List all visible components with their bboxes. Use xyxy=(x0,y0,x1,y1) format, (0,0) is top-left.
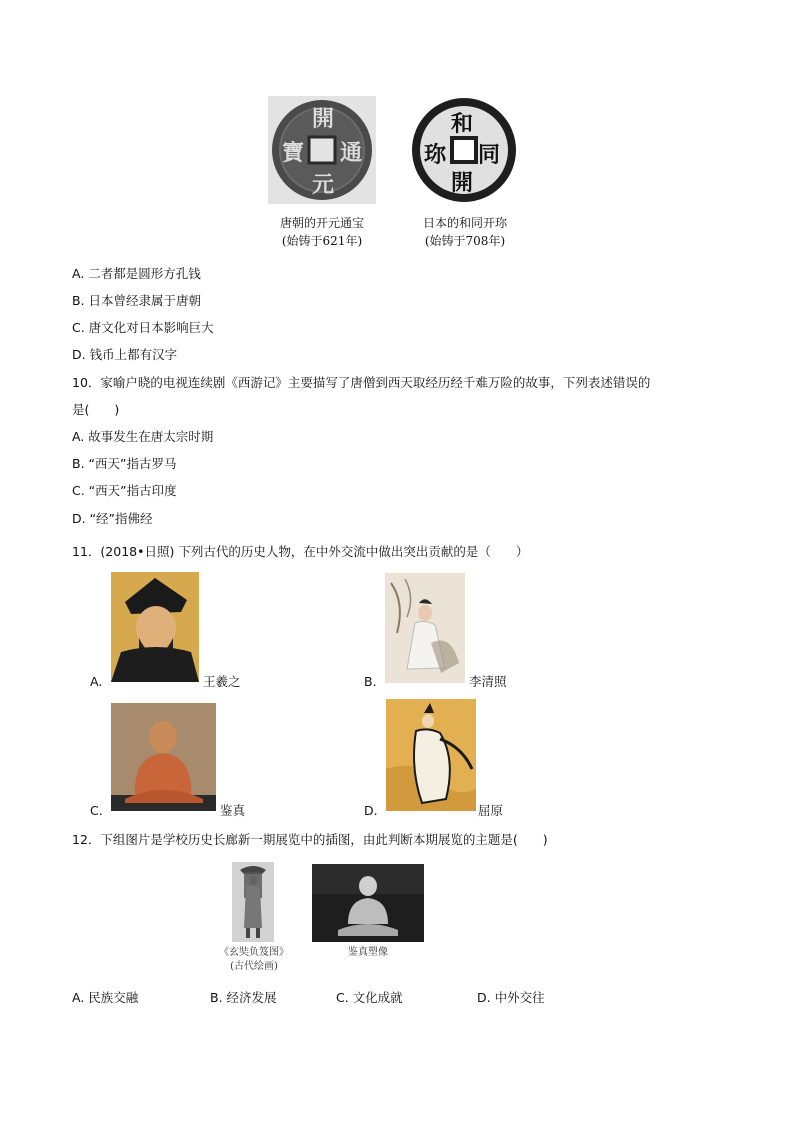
q11-option-c-name[interactable]: 鉴真 xyxy=(220,803,246,818)
q9-option-d[interactable]: D. 钱币上都有汉字 xyxy=(72,347,178,362)
q9-option-a[interactable]: A. 二者都是圆形方孔钱 xyxy=(72,266,201,281)
q11-option-a-letter[interactable]: A. xyxy=(90,674,103,689)
q11-option-c-letter[interactable]: C. xyxy=(90,803,103,818)
jianzhen-statue-image xyxy=(111,703,216,811)
tang-coin-caption: 唐朝的开元通宝 xyxy=(279,216,364,230)
q12-option-c[interactable]: C. 文化成就 xyxy=(336,990,403,1005)
q10-stem-line2: 是( ) xyxy=(72,402,120,417)
q12-option-d[interactable]: D. 中外交往 xyxy=(477,990,545,1005)
tang-coin-date: (始铸于621年) xyxy=(281,234,363,248)
japan-coin-char-bottom: 開 xyxy=(451,170,474,196)
qu-yuan-painting-image xyxy=(386,699,476,811)
japan-coin-char-left: 珎 xyxy=(424,142,447,168)
jianzhen-sculpture-photo-image xyxy=(312,864,424,942)
q10-stem-line1: 10．家喻户晓的电视连续剧《西游记》主要描写了唐僧到西天取经历经千难万险的故事，下列表述错误的 xyxy=(72,375,651,390)
japan-coin-char-right: 同 xyxy=(478,142,501,168)
japan-coin-caption: 日本的和同开珎 xyxy=(422,216,507,230)
q11-option-d-letter[interactable]: D. xyxy=(364,803,378,818)
q9-option-b[interactable]: B. 日本曾经隶属于唐朝 xyxy=(72,293,202,308)
q11-option-b-name[interactable]: 李清照 xyxy=(469,674,507,689)
tang-coin-image xyxy=(268,96,376,204)
tang-coin-char-left: 寶 xyxy=(282,140,305,166)
q11-option-d-name[interactable]: 屈原 xyxy=(478,803,504,818)
q12-option-a[interactable]: A. 民族交融 xyxy=(72,990,139,1005)
q10-option-d[interactable]: D. “经”指佛经 xyxy=(72,511,153,526)
japan-coin-image xyxy=(410,96,518,204)
q10-option-c[interactable]: C. “西天”指古印度 xyxy=(72,483,177,498)
q11-stem: 11．(2018•日照) 下列古代的历史人物，在中外交流中做出突出贡献的是（ ） xyxy=(72,544,529,559)
tang-coin-char-right: 通 xyxy=(340,140,363,166)
li-qingzhao-painting-image xyxy=(385,573,465,683)
q10-option-a[interactable]: A. 故事发生在唐太宗时期 xyxy=(72,429,214,444)
tang-coin-char-bottom: 元 xyxy=(312,172,335,198)
q11-option-a-name[interactable]: 王羲之 xyxy=(203,674,241,689)
xuanzang-caption-note: (古代绘画) xyxy=(230,961,278,972)
tang-coin-char-top: 開 xyxy=(312,106,335,132)
xuanzang-painting-image xyxy=(232,862,274,942)
wang-xizhi-portrait-image xyxy=(111,572,199,682)
q12-option-b[interactable]: B. 经济发展 xyxy=(210,990,277,1005)
japan-coin-date: (始铸于708年) xyxy=(424,234,506,248)
jianzhen-caption: 鉴真塑像 xyxy=(348,947,388,958)
q10-option-b[interactable]: B. “西天”指古罗马 xyxy=(72,456,177,471)
q12-stem: 12．下组图片是学校历史长廊新一期展览中的插图，由此判断本期展览的主题是( ) xyxy=(72,832,548,847)
xuanzang-caption-title: 《玄奘负笈图》 xyxy=(219,947,289,958)
japan-coin-char-top: 和 xyxy=(451,111,474,137)
q11-option-b-letter[interactable]: B. xyxy=(364,674,377,689)
q9-option-c[interactable]: C. 唐文化对日本影响巨大 xyxy=(72,320,214,335)
